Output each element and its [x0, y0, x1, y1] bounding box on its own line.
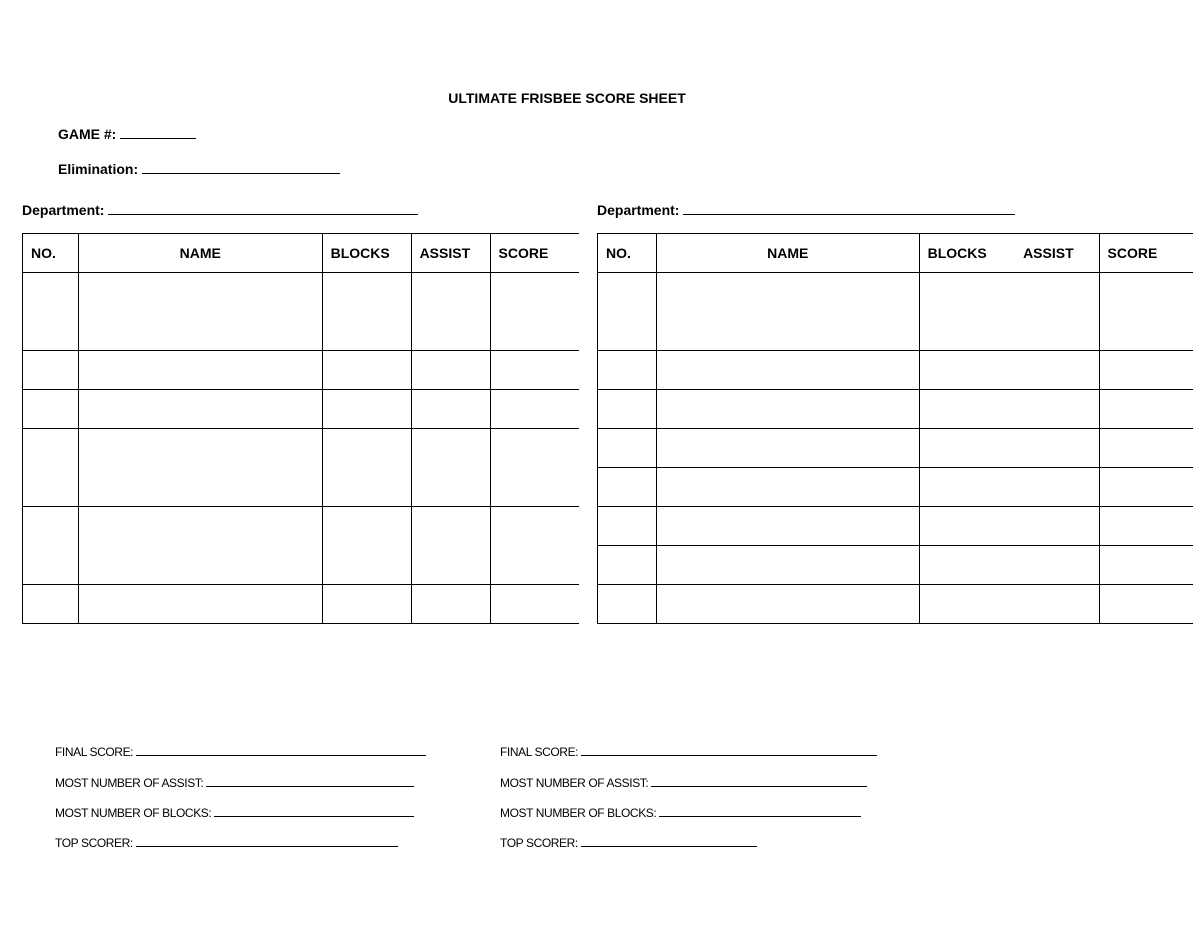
table-cell[interactable] — [411, 351, 490, 390]
table-cell[interactable] — [490, 390, 579, 429]
elimination-blank — [142, 159, 340, 174]
top-scorer-blank — [136, 835, 398, 847]
table-row — [23, 390, 580, 429]
table-cell[interactable] — [490, 351, 579, 390]
table-cell[interactable] — [656, 585, 919, 624]
table-cell[interactable] — [598, 468, 657, 507]
col-name: NAME — [78, 234, 322, 273]
table-cell[interactable] — [23, 429, 79, 507]
table-cell[interactable] — [919, 585, 1015, 624]
final-score-label: FINAL SCORE: — [500, 745, 579, 759]
table-cell[interactable] — [1099, 390, 1193, 429]
table-cell[interactable] — [490, 429, 579, 507]
table-cell[interactable] — [78, 351, 322, 390]
top-scorer-label: TOP SCORER: — [500, 836, 578, 850]
table-cell[interactable] — [1099, 507, 1193, 546]
table-cell[interactable] — [490, 507, 579, 585]
table-cell[interactable] — [1015, 507, 1099, 546]
col-no: NO. — [598, 234, 657, 273]
table-cell[interactable] — [322, 390, 411, 429]
game-number-blank — [120, 124, 196, 139]
table-cell[interactable] — [78, 507, 322, 585]
col-name: NAME — [656, 234, 919, 273]
col-assist: ASSIST — [1015, 234, 1099, 273]
table-cell[interactable] — [656, 273, 919, 351]
table-cell[interactable] — [322, 429, 411, 507]
most-assist-label: MOST NUMBER OF ASSIST: — [500, 776, 649, 790]
final-score-label: FINAL SCORE: — [55, 745, 134, 759]
most-assist-blank — [651, 775, 867, 787]
table-cell[interactable] — [78, 390, 322, 429]
left-most-blocks-field — [55, 805, 414, 820]
table-row — [23, 507, 580, 585]
table-row — [598, 546, 1194, 585]
table-cell[interactable] — [411, 429, 490, 507]
col-assist: ASSIST — [411, 234, 490, 273]
left-most-assist-field — [55, 775, 414, 790]
col-no: NO. — [23, 234, 79, 273]
table-cell[interactable] — [1015, 390, 1099, 429]
table-cell[interactable] — [322, 507, 411, 585]
right-department-blank — [683, 200, 1015, 215]
table-cell[interactable] — [1099, 351, 1193, 390]
most-blocks-label: MOST NUMBER OF BLOCKS: — [55, 806, 212, 820]
table-cell[interactable] — [598, 507, 657, 546]
table-row — [598, 429, 1194, 468]
table-cell[interactable] — [598, 546, 657, 585]
table-row — [23, 273, 580, 351]
left-department-field — [22, 200, 418, 218]
table-cell[interactable] — [1099, 429, 1193, 468]
table-cell[interactable] — [919, 507, 1015, 546]
most-blocks-blank — [659, 805, 861, 817]
table-cell[interactable] — [23, 351, 79, 390]
table-row — [598, 585, 1194, 624]
col-score: SCORE — [1099, 234, 1193, 273]
table-cell[interactable] — [1015, 429, 1099, 468]
table-cell[interactable] — [919, 468, 1015, 507]
col-score: SCORE — [490, 234, 579, 273]
table-header-row — [23, 234, 580, 273]
table-cell[interactable] — [78, 273, 322, 351]
table-cell[interactable] — [78, 585, 322, 624]
right-final-score-field — [500, 744, 877, 759]
table-cell[interactable] — [1015, 546, 1099, 585]
table-cell[interactable] — [1015, 468, 1099, 507]
top-scorer-label: TOP SCORER: — [55, 836, 133, 850]
left-department-label: Department: — [22, 202, 105, 218]
table-cell[interactable] — [919, 546, 1015, 585]
left-score-table — [22, 233, 579, 624]
table-cell[interactable] — [656, 351, 919, 390]
table-cell[interactable] — [1015, 273, 1099, 351]
table-header-row — [598, 234, 1194, 273]
table-cell[interactable] — [656, 468, 919, 507]
table-cell[interactable] — [919, 351, 1015, 390]
game-number-field — [58, 124, 196, 142]
table-cell[interactable] — [411, 390, 490, 429]
table-cell[interactable] — [322, 273, 411, 351]
table-cell[interactable] — [490, 273, 579, 351]
table-cell[interactable] — [322, 351, 411, 390]
table-cell[interactable] — [411, 273, 490, 351]
table-cell[interactable] — [656, 390, 919, 429]
table-cell[interactable] — [598, 351, 657, 390]
page-title: ULTIMATE FRISBEE SCORE SHEET — [448, 90, 686, 106]
table-row — [598, 390, 1194, 429]
elimination-field — [58, 159, 340, 177]
final-score-blank — [136, 744, 426, 756]
left-department-blank — [108, 200, 418, 215]
table-cell[interactable] — [1015, 585, 1099, 624]
table-row — [598, 468, 1194, 507]
table-cell[interactable] — [656, 429, 919, 468]
table-cell[interactable] — [23, 585, 79, 624]
table-cell[interactable] — [1099, 546, 1193, 585]
table-cell[interactable] — [598, 585, 657, 624]
game-number-label: GAME #: — [58, 126, 117, 142]
table-cell[interactable] — [322, 585, 411, 624]
table-row — [598, 273, 1194, 351]
table-cell[interactable] — [598, 390, 657, 429]
table-cell[interactable] — [411, 585, 490, 624]
table-cell[interactable] — [1099, 468, 1193, 507]
table-cell[interactable] — [23, 507, 79, 585]
table-cell[interactable] — [1015, 351, 1099, 390]
right-top-scorer-field — [500, 835, 757, 850]
table-cell[interactable] — [23, 273, 79, 351]
most-blocks-label: MOST NUMBER OF BLOCKS: — [500, 806, 657, 820]
table-row — [598, 351, 1194, 390]
table-cell[interactable] — [919, 429, 1015, 468]
most-blocks-blank — [214, 805, 414, 817]
table-row — [23, 585, 580, 624]
col-blocks: BLOCKS — [322, 234, 411, 273]
table-cell[interactable] — [411, 507, 490, 585]
table-row — [598, 507, 1194, 546]
right-score-table — [597, 233, 1193, 624]
right-department-label: Department: — [597, 202, 680, 218]
most-assist-label: MOST NUMBER OF ASSIST: — [55, 776, 204, 790]
right-department-field — [597, 200, 1015, 218]
table-cell[interactable] — [919, 390, 1015, 429]
right-most-assist-field — [500, 775, 867, 790]
table-cell[interactable] — [1099, 273, 1193, 351]
table-row — [23, 429, 580, 507]
table-cell[interactable] — [23, 390, 79, 429]
table-row — [23, 351, 580, 390]
table-cell[interactable] — [656, 546, 919, 585]
table-cell[interactable] — [598, 429, 657, 468]
table-cell[interactable] — [1099, 585, 1193, 624]
elimination-label: Elimination: — [58, 161, 139, 177]
table-cell[interactable] — [490, 585, 579, 624]
top-scorer-blank — [581, 835, 757, 847]
left-final-score-field — [55, 744, 426, 759]
most-assist-blank — [206, 775, 414, 787]
table-cell[interactable] — [78, 429, 322, 507]
col-blocks: BLOCKS — [919, 234, 1015, 273]
right-most-blocks-field — [500, 805, 861, 820]
table-cell[interactable] — [919, 273, 1015, 351]
left-top-scorer-field — [55, 835, 398, 850]
table-cell[interactable] — [656, 507, 919, 546]
table-cell[interactable] — [598, 273, 657, 351]
final-score-blank — [581, 744, 877, 756]
